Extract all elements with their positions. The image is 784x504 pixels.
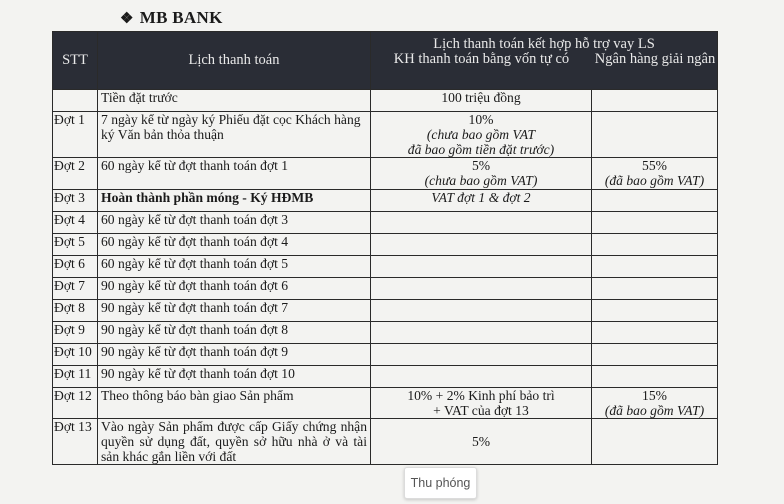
own-capital-line: 10% [468,112,494,127]
own-capital-line: (chưa bao gồm VAT) [424,173,538,188]
row-stt: Đợt 2 [53,158,98,190]
row-bank-disbursement [592,388,718,419]
row-stt: Đợt 9 [53,322,98,344]
row-bank-disbursement [592,234,718,256]
row-schedule: Hoàn thành phần móng - Ký HĐMB [98,190,371,212]
row-own-capital [371,212,592,234]
table-row [53,300,718,322]
bank-line: (đã bao gồm VAT) [604,403,705,418]
row-bank-disbursement [592,158,718,190]
row-bank-disbursement [592,366,718,388]
header-schedule: Lịch thanh toán [98,32,371,90]
row-stt: Đợt 5 [53,234,98,256]
header-bank-disbursement: Ngân hàng giải ngân [594,51,716,67]
row-bank-disbursement [592,300,718,322]
row-own-capital [371,158,592,190]
own-capital-line: 5% [471,434,491,449]
row-schedule: 90 ngày kể từ đợt thanh toán đợt 10 [98,366,371,388]
table-row [53,190,718,212]
table-row [53,419,718,465]
row-stt: Đợt 10 [53,344,98,366]
table-row [53,366,718,388]
row-own-capital [371,278,592,300]
row-stt: Đợt 6 [53,256,98,278]
row-schedule: 90 ngày kể từ đợt thanh toán đợt 6 [98,278,371,300]
row-own-capital [371,366,592,388]
row-bank-disbursement [592,344,718,366]
own-capital-line: đã bao gồm tiền đặt trước) [407,142,555,157]
bank-line: (đã bao gồm VAT) [604,173,705,188]
page-title [120,8,223,28]
row-stt: Đợt 12 [53,388,98,419]
row-own-capital [371,234,592,256]
diamond-bullet-icon: ❖ [120,11,134,27]
row-schedule: 90 ngày kể từ đợt thanh toán đợt 8 [98,322,371,344]
table-row [53,322,718,344]
row-stt: Đợt 11 [53,366,98,388]
table-row [53,212,718,234]
row-bank-disbursement [592,278,718,300]
table-row [53,278,718,300]
row-bank-disbursement [592,256,718,278]
header-own-capital: KH thanh toán bằng vốn tự có [393,51,570,67]
table-row [53,256,718,278]
row-own-capital [371,388,592,419]
row-stt: Đợt 7 [53,278,98,300]
row-own-capital [371,419,592,465]
row-own-capital [371,322,592,344]
row-own-capital [371,112,592,158]
row-own-capital [371,300,592,322]
row-bank-disbursement [592,419,718,465]
table-row [53,112,718,158]
row-own-capital [371,344,592,366]
payment-schedule-table [52,31,718,465]
own-capital-line: (chưa bao gồm VAT [426,127,536,142]
row-schedule: 60 ngày kể từ đợt thanh toán đợt 4 [98,234,371,256]
bank-line: 55% [642,158,667,173]
own-capital-line: 100 triệu đồng [441,90,521,105]
table-header-row [53,32,718,90]
row-schedule: Tiền đặt trước [98,90,371,112]
table-row [53,388,718,419]
row-stt: Đợt 3 [53,190,98,212]
row-bank-disbursement [592,112,718,158]
row-schedule: 60 ngày kể từ đợt thanh toán đợt 3 [98,212,371,234]
row-schedule: Theo thông báo bàn giao Sản phẩm [98,388,371,419]
header-combined [371,32,718,90]
header-stt: STT [53,32,98,90]
header-combined-title: Lịch thanh toán kết hợp hỗ trợ vay LS [433,36,655,52]
own-capital-line: + VAT của đợt 13 [433,403,529,418]
row-own-capital [371,90,592,112]
own-capital-line: 5% [471,158,491,173]
row-schedule: 60 ngày kể từ đợt thanh toán đợt 5 [98,256,371,278]
row-schedule: Vào ngày Sản phẩm được cấp Giấy chứng nhận quyền sử dụng đất, quyền sở hữu nhà ở và tài sản khác gắn liền với đất [98,419,371,465]
row-stt: Đợt 1 [53,112,98,158]
row-stt: Đợt 13 [53,419,98,465]
row-stt: Đợt 4 [53,212,98,234]
row-stt [53,90,98,112]
row-stt: Đợt 8 [53,300,98,322]
row-bank-disbursement [592,190,718,212]
row-own-capital [371,190,592,212]
row-bank-disbursement [592,212,718,234]
row-schedule: 90 ngày kể từ đợt thanh toán đợt 9 [98,344,371,366]
row-schedule: 90 ngày kể từ đợt thanh toán đợt 7 [98,300,371,322]
row-bank-disbursement [592,322,718,344]
bank-name: MB BANK [139,8,223,27]
table-row [53,158,718,190]
table-row [53,344,718,366]
table-row [53,90,718,112]
row-bank-disbursement [592,90,718,112]
row-own-capital [371,256,592,278]
own-capital-line: VAT đợt 1 & đợt 2 [431,190,531,205]
own-capital-line: 10% + 2% Kinh phí bảo trì [407,388,555,403]
bank-line: 15% [642,388,667,403]
row-schedule: 7 ngày kể từ ngày ký Phiếu đặt cọc Khách hàng ký Văn bản thỏa thuận [98,112,371,158]
row-schedule: 60 ngày kể từ đợt thanh toán đợt 1 [98,158,371,190]
table-row [53,234,718,256]
zoom-tooltip[interactable]: Thu phóng [404,467,477,499]
